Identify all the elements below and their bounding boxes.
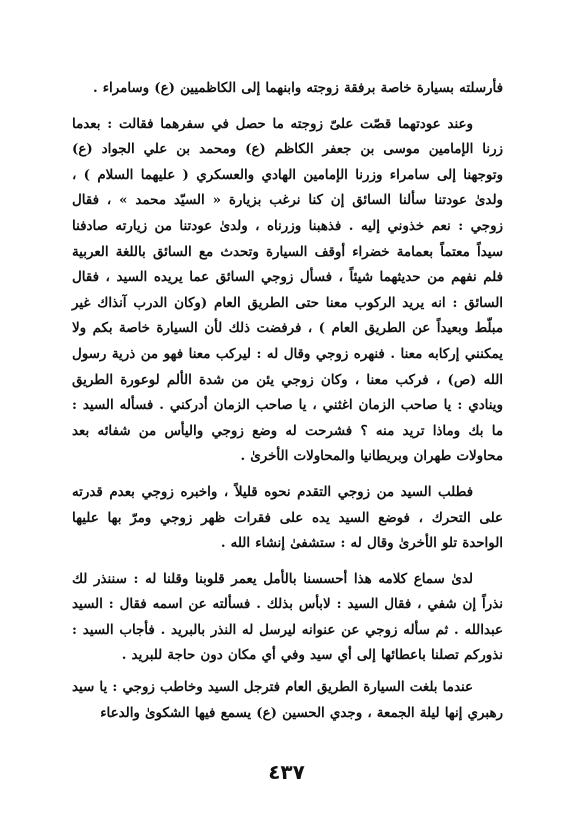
paragraph-farewell: عندما بلغت السيارة الطريق العام فترجل السيد وخاطب زوجي : يا سيد رهبري إنها ليلة الجمعة ، وجدي الحسين (ع) يسمع فيها الشكوىٰ والدعاء [71,679,503,721]
paragraph-vow: لدىٰ سماع كلامه هذا أحسسنا بالأمل يعمر قلوبنا وقلنا له : سننذر لك نذراً إن شفي ، فقال السيد : لابأس بذلك . فسألته عن اسمه فقال : السيد عبدالله . ثم سأله زوجي عن عنوانه ليرسل له النذر بالبريد . فأجاب السيد : نذوركم تصلنا باعطائها إلى أي سيد وفي أي مكان دون حاجة للبريد . [72,570,503,664]
paragraph-continuation: فأرسلته بسيارة خاصة برفقة زوجته وابنهما إلى الكاظميين (ع) وسامراء . [92,80,503,96]
paragraph-wife-account: وعند عودتهما قصّت علىّ زوجته ما حصل في سفرهما فقالت : بعدما زرنا الإمامين موسى بن جعفر الكاظم (ع) ومحمد بن علي الجواد (ع) وتوجهنا إلى سامراء وزرنا الإمامين الهادي والعسكري ( عليهما السلام ) ، ولدىٰ عودتنا سألنا السائق إن كنا نرغب بزيارة « السيّد محمد » ، فقال زوجي : نعم خذوني إليه . فذهبنا وزرناه ، ولدىٰ عودتنا من زيارته صادفنا سيداً معتماً بعمامة خضراء أوقف السيارة وتحدث مع السائق باللغة العربية فلم نفهم من حديثهما شيئاً ، فسأل زوجي السائق عما يريده السيد ، فقال السائق : انه يريد الركوب معنا حتى الطريق العام (وكان الدرب آنذاك غير مبلّط وبعيداً عن الطريق العام ) ، فرفضت ذلك لأن السيارة خاصة بكم ولا يمكنني إركابه معنا . فنهره زوجي وقال له : ليركب معنا فهو من ذرية رسول الله (ص) ، فركب معنا ، وكان زوجي يئن من شدة الألم لوعورة الطريق وينادي : يا صاحب الزمان اغثني ، يا صاحب الزمان أدركني . فسأله السيد : ما بك وماذا تريد منه ؟ فشرحت له وضع زوجي واليأس من شفائه بعد محاولات طهران وبريطانيا والمحاولات الأخرىٰ . [72,115,503,465]
page-number: ٤٣٧ [268,760,305,784]
paragraph-healing-touch: فطلب السيد من زوجي التقدم نحوه قليلاً ، واخبره زوجي بعدم قدرته على التحرك ، فوضع السيد يده على فقرات ظهر زوجي ومرّ بها عليها الواحدة تلو الأخرىٰ وقال له : ستشفىٰ إنشاء الله . [72,483,503,552]
